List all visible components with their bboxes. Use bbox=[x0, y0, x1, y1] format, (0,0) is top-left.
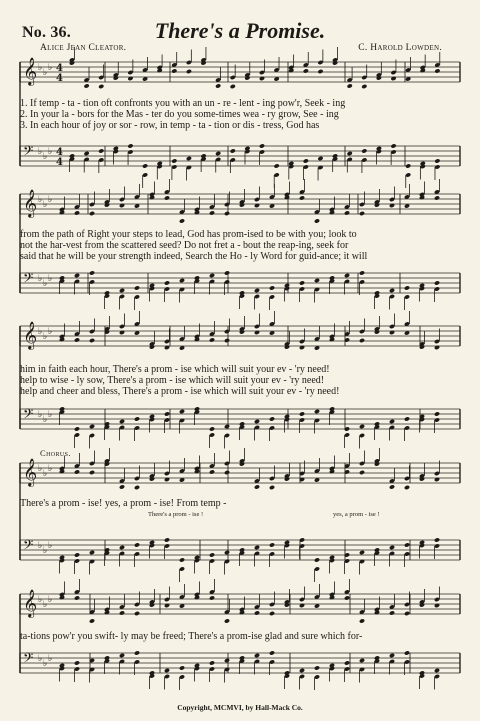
note-head bbox=[164, 411, 170, 416]
time-signature: 4 bbox=[56, 63, 63, 74]
lyric-line: help and cheer and bless, There's a prom - ise which will suit your ev - 'ry need! bbox=[20, 386, 340, 397]
note-head bbox=[434, 668, 440, 673]
note-head bbox=[404, 485, 410, 490]
lyric-line: There's a prom - ise! yes, a prom - ise! From temp - bbox=[20, 498, 227, 509]
treble-clef-icon: 𝄞 bbox=[23, 589, 38, 617]
note-head bbox=[434, 411, 440, 416]
flat-icon: ♭ bbox=[38, 654, 43, 664]
note-head bbox=[254, 288, 260, 293]
note-head bbox=[314, 557, 320, 562]
lyricist-credit: Alice Jean Cleator. bbox=[40, 43, 127, 53]
note-head bbox=[269, 611, 275, 616]
note-head bbox=[89, 424, 95, 429]
note-head bbox=[299, 280, 305, 285]
note-head bbox=[215, 83, 221, 88]
note-head bbox=[84, 83, 90, 88]
note-head bbox=[134, 542, 140, 547]
note-head bbox=[259, 143, 265, 148]
treble-clef-icon: 𝄞 bbox=[23, 57, 38, 85]
note-head bbox=[347, 151, 353, 156]
bass-clef-icon: 𝄢 bbox=[23, 537, 34, 556]
note-head bbox=[98, 84, 104, 89]
note-head bbox=[274, 163, 280, 168]
flat-icon: ♭ bbox=[43, 68, 48, 78]
bass-clef-icon: 𝄢 bbox=[23, 650, 34, 669]
note-head bbox=[224, 270, 230, 275]
note-head bbox=[209, 210, 215, 215]
lyric-line: 1. If temp - ta - tion oft confronts you with an un - re - lent - ing pow'r, Seek - ing bbox=[20, 98, 346, 109]
note-head bbox=[74, 552, 80, 557]
note-head bbox=[359, 270, 365, 275]
note-head bbox=[359, 211, 365, 216]
note-head bbox=[179, 665, 185, 670]
note-head bbox=[119, 653, 125, 658]
flat-icon: ♭ bbox=[48, 654, 53, 664]
note-head bbox=[224, 658, 230, 663]
note-head bbox=[89, 470, 95, 475]
note-head bbox=[299, 411, 305, 416]
note-head bbox=[186, 69, 192, 74]
note-head bbox=[209, 469, 215, 474]
note-head bbox=[209, 552, 215, 557]
flat-icon: ♭ bbox=[43, 279, 48, 289]
note-head bbox=[254, 484, 260, 489]
note-head bbox=[389, 419, 395, 424]
note-head bbox=[434, 280, 440, 285]
note-head bbox=[359, 658, 365, 663]
flat-icon: ♭ bbox=[43, 600, 48, 610]
flat-icon: ♭ bbox=[38, 195, 43, 205]
note-head bbox=[179, 218, 185, 223]
hymn-title: There's a Promise. bbox=[154, 18, 326, 43]
note-head bbox=[119, 419, 125, 424]
note-head bbox=[230, 148, 236, 153]
note-head bbox=[119, 288, 125, 293]
chorus-label: Chorus. bbox=[40, 448, 71, 458]
note-head bbox=[142, 163, 148, 168]
note-head bbox=[209, 426, 215, 431]
note-head bbox=[299, 668, 305, 673]
note-head bbox=[434, 195, 440, 200]
flat-icon: ♭ bbox=[48, 63, 53, 73]
note-head bbox=[404, 542, 410, 547]
note-head bbox=[209, 273, 215, 278]
note-head bbox=[269, 285, 275, 290]
note-head bbox=[405, 163, 411, 168]
note-head bbox=[164, 195, 170, 200]
note-head bbox=[254, 545, 260, 550]
flat-icon: ♭ bbox=[48, 464, 53, 474]
note-head bbox=[164, 280, 170, 285]
note-head bbox=[359, 618, 365, 623]
lyric-line: 2. In your la - bors for the Mas - ter do you some-times wea - ry grow, See - ing bbox=[20, 109, 339, 120]
note-head bbox=[74, 273, 80, 278]
flat-icon: ♭ bbox=[48, 327, 53, 337]
lyric-line: not the har-vest from the scattered seed? Do not fret a - bout the reap-ing, seek for bbox=[20, 240, 349, 251]
note-head bbox=[303, 158, 309, 163]
lyric-line: from the path of Right your steps to lead, God has prom-ised to be with you; look to bbox=[20, 229, 357, 240]
note-head bbox=[269, 416, 275, 421]
flat-icon: ♭ bbox=[38, 410, 43, 420]
note-head bbox=[269, 542, 275, 547]
note-head bbox=[404, 611, 410, 616]
note-head bbox=[134, 416, 140, 421]
note-head bbox=[179, 278, 185, 283]
flat-icon: ♭ bbox=[48, 410, 53, 420]
flat-icon: ♭ bbox=[48, 147, 53, 157]
flat-icon: ♭ bbox=[38, 464, 43, 474]
time-signature: 4 bbox=[56, 157, 63, 168]
note-head bbox=[209, 337, 215, 342]
note-head bbox=[74, 595, 80, 600]
treble-clef-icon: 𝄞 bbox=[23, 458, 38, 486]
note-head bbox=[164, 668, 170, 673]
treble-clef-icon: 𝄞 bbox=[23, 321, 38, 349]
note-head bbox=[171, 68, 177, 73]
note-head bbox=[224, 424, 230, 429]
note-head bbox=[314, 409, 320, 414]
note-head bbox=[254, 653, 260, 658]
note-head bbox=[209, 660, 215, 665]
flat-icon: ♭ bbox=[43, 546, 48, 556]
note-head bbox=[209, 595, 215, 600]
note-head bbox=[269, 650, 275, 655]
note-head bbox=[389, 484, 395, 489]
hymn-number: No. 36. bbox=[22, 24, 71, 41]
note-head bbox=[314, 278, 320, 283]
note-head bbox=[389, 610, 395, 615]
note-head bbox=[317, 156, 323, 161]
flat-icon: ♭ bbox=[48, 274, 53, 284]
note-head bbox=[134, 611, 140, 616]
note-head bbox=[389, 545, 395, 550]
flat-icon: ♭ bbox=[43, 152, 48, 162]
note-head bbox=[134, 285, 140, 290]
note-head bbox=[434, 68, 440, 73]
lyric-line: 3. In each hour of joy or sor - row, in temp - ta - tion or dis - tress, God has bbox=[20, 120, 320, 131]
note-head bbox=[89, 618, 95, 623]
note-head bbox=[171, 158, 177, 163]
echo-lyric: yes, a prom - ise ! bbox=[333, 511, 380, 518]
note-head bbox=[74, 426, 80, 431]
note-head bbox=[230, 84, 236, 89]
note-head bbox=[74, 469, 80, 474]
lyric-line: help to wise - ly sow, There's a prom - ise which will suit your ev - 'ry need! bbox=[20, 375, 325, 386]
bass-clef-icon: 𝄢 bbox=[23, 270, 34, 289]
flat-icon: ♭ bbox=[48, 195, 53, 205]
note-head bbox=[404, 285, 410, 290]
note-head bbox=[317, 69, 323, 74]
note-head bbox=[224, 550, 230, 555]
note-head bbox=[434, 537, 440, 542]
note-head bbox=[164, 537, 170, 542]
flat-icon: ♭ bbox=[48, 541, 53, 551]
note-head bbox=[119, 545, 125, 550]
treble-clef-icon: 𝄞 bbox=[23, 189, 38, 217]
note-head bbox=[179, 557, 185, 562]
note-head bbox=[389, 653, 395, 658]
note-head bbox=[314, 665, 320, 670]
note-head bbox=[134, 485, 140, 490]
note-head bbox=[74, 660, 80, 665]
note-head bbox=[224, 618, 230, 623]
note-head bbox=[89, 338, 95, 343]
note-head bbox=[389, 288, 395, 293]
note-head bbox=[390, 143, 396, 148]
flat-icon: ♭ bbox=[43, 659, 48, 669]
note-head bbox=[179, 409, 185, 414]
note-head bbox=[314, 218, 320, 223]
note-head bbox=[119, 484, 125, 489]
note-head bbox=[134, 650, 140, 655]
copyright-notice: Copyright, MCMVI, by Hall-Mack Co. bbox=[177, 703, 303, 712]
flat-icon: ♭ bbox=[38, 147, 43, 157]
note-head bbox=[347, 83, 353, 88]
note-head bbox=[359, 338, 365, 343]
flat-icon: ♭ bbox=[43, 332, 48, 342]
bass-clef-icon: 𝄢 bbox=[23, 143, 34, 162]
note-head bbox=[359, 550, 365, 555]
flat-icon: ♭ bbox=[38, 274, 43, 284]
flat-icon: ♭ bbox=[38, 541, 43, 551]
time-signature: 4 bbox=[56, 147, 63, 158]
note-head bbox=[254, 610, 260, 615]
note-head bbox=[344, 595, 350, 600]
lyric-line: him in faith each hour, There's a prom - ise which will suit your ev - 'ry need! bbox=[20, 364, 330, 375]
note-head bbox=[84, 151, 90, 156]
note-head bbox=[344, 210, 350, 215]
lyric-line: said that he will be your strength indeed, Search the Ho - ly Word for guid-ance; it will bbox=[20, 251, 368, 262]
note-head bbox=[269, 485, 275, 490]
note-head bbox=[224, 338, 230, 343]
note-head bbox=[74, 337, 80, 342]
flat-icon: ♭ bbox=[43, 200, 48, 210]
note-head bbox=[404, 416, 410, 421]
time-signature: 4 bbox=[56, 73, 63, 84]
flat-icon: ♭ bbox=[43, 415, 48, 425]
note-head bbox=[98, 148, 104, 153]
note-head bbox=[299, 195, 305, 200]
note-head bbox=[186, 156, 192, 161]
note-head bbox=[215, 151, 221, 156]
note-head bbox=[434, 158, 440, 163]
note-head bbox=[404, 650, 410, 655]
note-head bbox=[254, 419, 260, 424]
note-head bbox=[89, 270, 95, 275]
flat-icon: ♭ bbox=[38, 595, 43, 605]
note-head bbox=[344, 273, 350, 278]
note-head bbox=[359, 470, 365, 475]
flat-icon: ♭ bbox=[38, 327, 43, 337]
note-head bbox=[89, 550, 95, 555]
note-head bbox=[127, 143, 133, 148]
note-head bbox=[119, 610, 125, 615]
composer-credit: C. Harold Lowden. bbox=[358, 43, 442, 53]
echo-lyric: There's a prom - ise ! bbox=[148, 511, 204, 518]
note-head bbox=[344, 660, 350, 665]
lyric-line: ta-tions pow'r you swift- ly may be freed; There's a prom-ise glad and sure which for- bbox=[20, 631, 363, 642]
flat-icon: ♭ bbox=[38, 63, 43, 73]
note-head bbox=[224, 470, 230, 475]
note-head bbox=[359, 424, 365, 429]
flat-icon: ♭ bbox=[43, 469, 48, 479]
flat-icon: ♭ bbox=[48, 595, 53, 605]
note-head bbox=[89, 211, 95, 216]
bass-clef-icon: 𝄢 bbox=[23, 406, 34, 425]
note-head bbox=[74, 210, 80, 215]
note-head bbox=[361, 84, 367, 89]
note-head bbox=[224, 211, 230, 216]
note-head bbox=[303, 68, 309, 73]
note-head bbox=[361, 148, 367, 153]
